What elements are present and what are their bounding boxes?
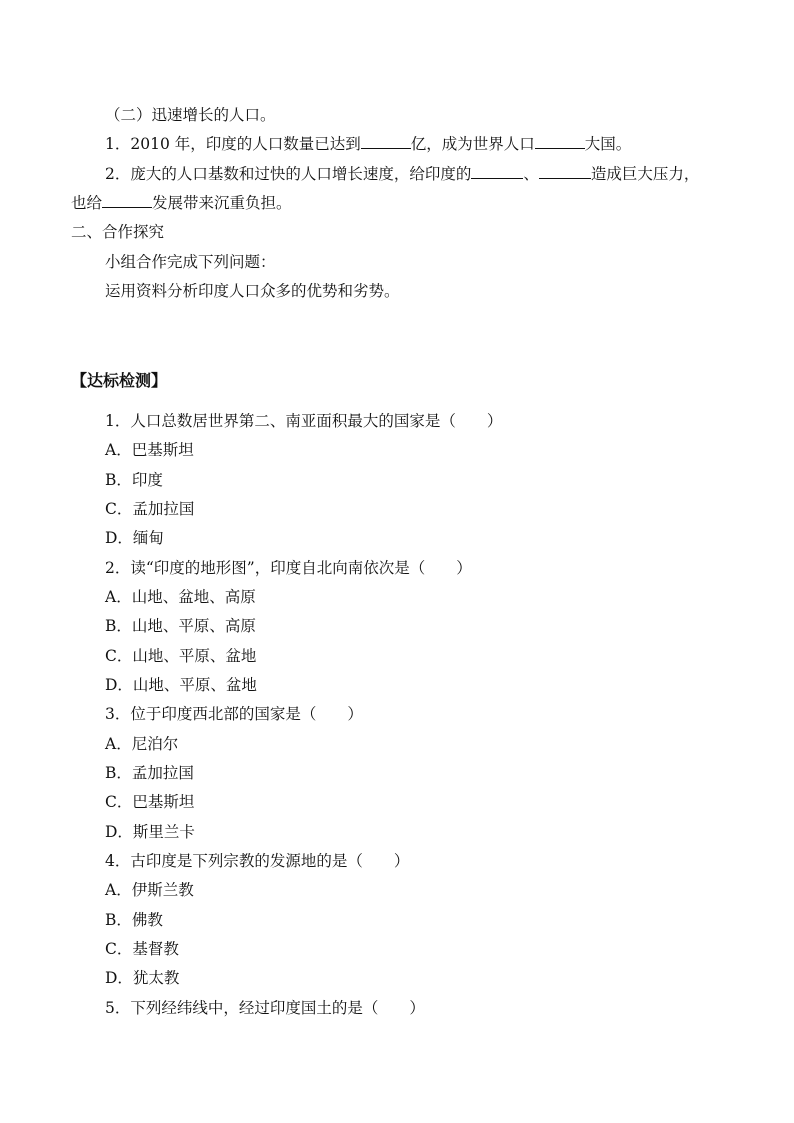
fill-item-2-continued bbox=[71, 192, 292, 214]
blank-population-rank[interactable] bbox=[535, 134, 585, 149]
question-option[interactable]: C．山地、平原、盆地 bbox=[105, 647, 257, 665]
question-option[interactable]: D．斯里兰卡 bbox=[105, 823, 195, 841]
question-option[interactable]: B．孟加拉国 bbox=[105, 764, 194, 782]
question-option[interactable]: D．山地、平原、盆地 bbox=[105, 676, 257, 694]
question-stem: 2．读“印度的地形图”，印度自北向南依次是（ ） bbox=[105, 559, 472, 577]
section-two-heading: 二、合作探究 bbox=[71, 223, 165, 241]
blank-development[interactable] bbox=[102, 193, 152, 208]
question-stem: 3．位于印度西北部的国家是（ ） bbox=[105, 705, 363, 723]
question-option[interactable]: D．缅甸 bbox=[105, 529, 164, 547]
fill-item-2-suffix: 造成巨大压力， bbox=[590, 165, 700, 183]
question-stem: 1．人口总数居世界第二、南亚面积最大的国家是（ ） bbox=[105, 412, 503, 430]
question-stem: 5．下列经纬线中，经过印度国土的是（ ） bbox=[105, 999, 425, 1017]
question-option[interactable]: A．巴基斯坦 bbox=[105, 441, 194, 459]
question-option[interactable]: A．山地、盆地、高原 bbox=[105, 588, 256, 606]
fill-item-2-cont-suffix: 发展带来沉重负担。 bbox=[152, 194, 292, 212]
question-option[interactable]: B．佛教 bbox=[105, 911, 163, 929]
fill-item-2-cont-prefix: 也给 bbox=[71, 194, 103, 212]
section-two-line-2: 运用资料分析印度人口众多的优势和劣势。 bbox=[105, 282, 400, 300]
fill-item-1 bbox=[105, 133, 631, 155]
quiz-heading: 【达标检测】 bbox=[71, 371, 168, 390]
fill-item-2 bbox=[105, 163, 699, 185]
question-option[interactable]: A．伊斯兰教 bbox=[105, 881, 194, 899]
question-option[interactable]: A．尼泊尔 bbox=[105, 735, 179, 753]
question-stem: 4．古印度是下列宗教的发源地的是（ ） bbox=[105, 852, 410, 870]
section-two-line-1: 小组合作完成下列问题： bbox=[105, 253, 276, 271]
fill-item-1-mid: 亿，成为世界人口 bbox=[410, 135, 535, 153]
question-option[interactable]: D．犹太教 bbox=[105, 969, 180, 987]
fill-item-1-suffix: 大国。 bbox=[584, 135, 632, 153]
subsection-heading: （二）迅速增长的人口。 bbox=[105, 106, 276, 124]
question-option[interactable]: C．基督教 bbox=[105, 940, 179, 958]
question-option[interactable]: C．巴基斯坦 bbox=[105, 793, 195, 811]
question-option[interactable]: C．孟加拉国 bbox=[105, 500, 195, 518]
fill-item-1-prefix: 1．2010 年，印度的人口数量已达到 bbox=[105, 135, 361, 153]
blank-population-number[interactable] bbox=[361, 134, 411, 149]
blank-pressure-1[interactable] bbox=[471, 164, 523, 179]
fill-item-2-sep: 、 bbox=[523, 165, 539, 183]
fill-item-2-prefix: 2．庞大的人口基数和过快的人口增长速度，给印度的 bbox=[105, 165, 472, 183]
question-option[interactable]: B．印度 bbox=[105, 471, 163, 489]
blank-pressure-2[interactable] bbox=[539, 164, 591, 179]
question-option[interactable]: B．山地、平原、高原 bbox=[105, 617, 256, 635]
